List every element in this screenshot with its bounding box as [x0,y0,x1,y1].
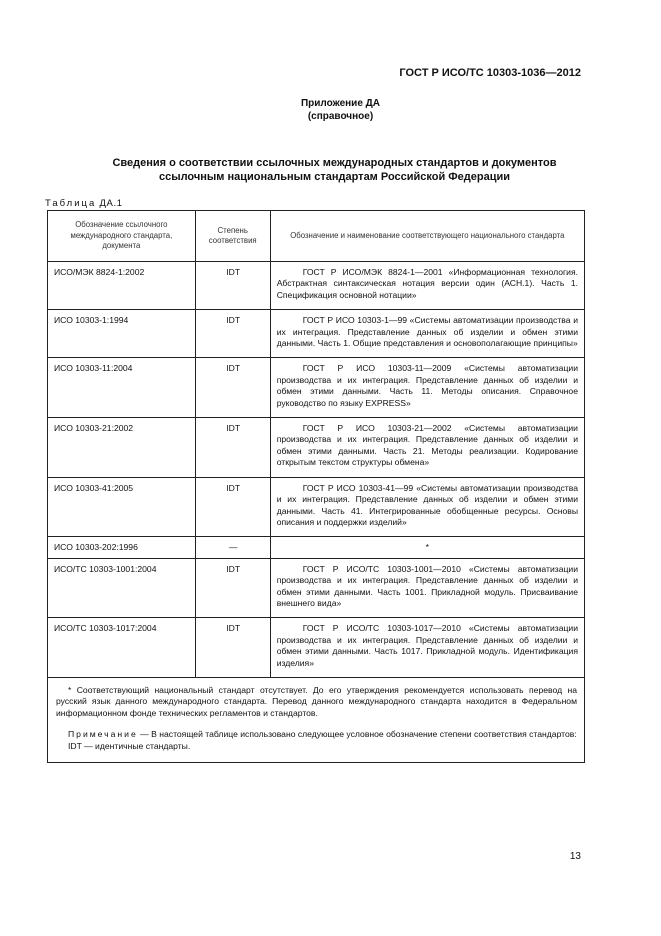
table-notes-row [48,677,585,762]
cell-degree: IDT [195,418,270,478]
cell-degree: — [195,537,270,558]
header-degree: Степень соответствия [195,211,270,262]
note-item [56,741,577,752]
section-title-line-2: ссылочным национальным стандартам Российской Федерации [158,171,511,183]
cell-national [270,262,584,310]
cell-degree: IDT [195,558,270,618]
table-row [48,310,585,358]
footnote-text: * Соответствующий национальный стандарт отсутствует. До его утверждения рекомендуется использовать перевод на русский язык данного международного стандарта. Перевод данного международного стандарта находится в Федеральном информационном фонде технических регламентов и стандартов. [56,684,577,718]
cell-national-text: ГОСТ Р ИСО 10303-1—99 «Системы автоматизации производства и их интеграция. Представление данных об изделии и обмен этими данными. Часть 1. Общие представления и основополагающие принципы» [276,315,578,349]
cell-national [270,418,584,478]
cell-national [270,618,584,678]
cell-ref: ИСО 10303-41:2005 [48,477,196,537]
table-row [48,418,585,478]
cell-ref: ИСО 10303-21:2002 [48,418,196,478]
appendix-subtitle: (справочное) [307,111,374,122]
cell-national-text: ГОСТ Р ИСО 10303-21—2002 «Системы автоматизации производства и их интеграция. Представление данных об изделии и обмен этими данными. Часть 21. Методы реализации. Кодирование открытым текстом структуры обмена» [276,423,578,468]
cell-national-text: ГОСТ Р ИСО/МЭК 8824-1—2001 «Информационная технология. Абстрактная синтаксическая нотация версии один (АСН.1). Часть 1. Спецификация основной нотации» [276,267,578,300]
cell-national-text: ГОСТ Р ИСО/ТС 10303-1017—2010 «Системы автоматизации производства и их интеграция. Представление данных об изделии и обмен этими данными. Часть 1017. Прикладной модуль. Идентификация изделия» [276,623,578,668]
cell-ref: ИСО/МЭК 8824-1:2002 [48,262,196,310]
note-item-text: IDT — идентичные стандарты. [68,740,191,751]
note [56,729,577,740]
table-row [48,358,585,418]
footnote [56,685,577,719]
section-title [0,156,661,184]
cell-ref: ИСО/ТС 10303-1017:2004 [48,618,196,678]
cell-national-text: ГОСТ Р ИСО/ТС 10303-1001—2010 «Системы автоматизации производства и их интеграция. Представление данных об изделии и обмен этими данными. Часть 1001. Прикладной модуль. Присваивание внешнего вида» [276,563,578,608]
cell-national-text: ГОСТ Р ИСО 10303-11—2009 «Системы автоматизации производства и их интеграция. Представление данных об изделии и обмен этими данными. Часть 11. Методы описания. Справочное руководство по языку EXPRESS» [276,363,578,408]
cell-ref: ИСО 10303-1:1994 [48,310,196,358]
section-title-line-1: Сведения о соответствии ссылочных международных стандартов и документов [112,157,557,169]
cell-ref: ИСО 10303-202:1996 [48,537,196,558]
correspondence-table [47,210,585,763]
note-text: — В настоящей таблице использовано следующее условное обозначение степени соответствия стандартов: [140,729,577,740]
cell-national [270,310,584,358]
header-international-standard: Обозначение ссылочного международного стандарта, документа [48,211,196,262]
cell-ref: ИСО 10303-11:2004 [48,358,196,418]
table-notes [48,677,585,762]
cell-national [270,558,584,618]
table-row [48,558,585,618]
cell-degree: IDT [195,262,270,310]
cell-national-text: ГОСТ Р ИСО 10303-41—99 «Системы автоматизации производства и их интеграция. Представление данных об изделии и обмен этими данными. Часть 41. Интегрированные обобщенные ресурсы. Основы описания и поддержки изделий» [276,482,578,527]
appendix-heading [0,97,661,123]
cell-ref: ИСО/ТС 10303-1001:2004 [48,558,196,618]
table-caption-number: ДА.1 [99,198,123,209]
table-header-row [48,211,585,262]
cell-degree: IDT [195,310,270,358]
table-caption [45,198,123,209]
cell-national [270,358,584,418]
cell-degree: IDT [195,477,270,537]
note-label: Примечание [68,729,138,740]
table-row [48,618,585,678]
page-number: 13 [569,851,581,862]
document-code-header: ГОСТ Р ИСО/ТС 10303-1036—2012 [399,67,581,79]
cell-national: * [270,537,584,558]
table-row [48,477,585,537]
table-row [48,262,585,310]
cell-degree: IDT [195,618,270,678]
cell-national [270,477,584,537]
cell-degree: IDT [195,358,270,418]
appendix-title: Приложение ДА [300,98,381,109]
table-caption-label: Таблица [45,198,97,209]
table-row [48,537,585,558]
header-national-standard: Обозначение и наименование соответствующего национального стандарта [270,211,584,262]
